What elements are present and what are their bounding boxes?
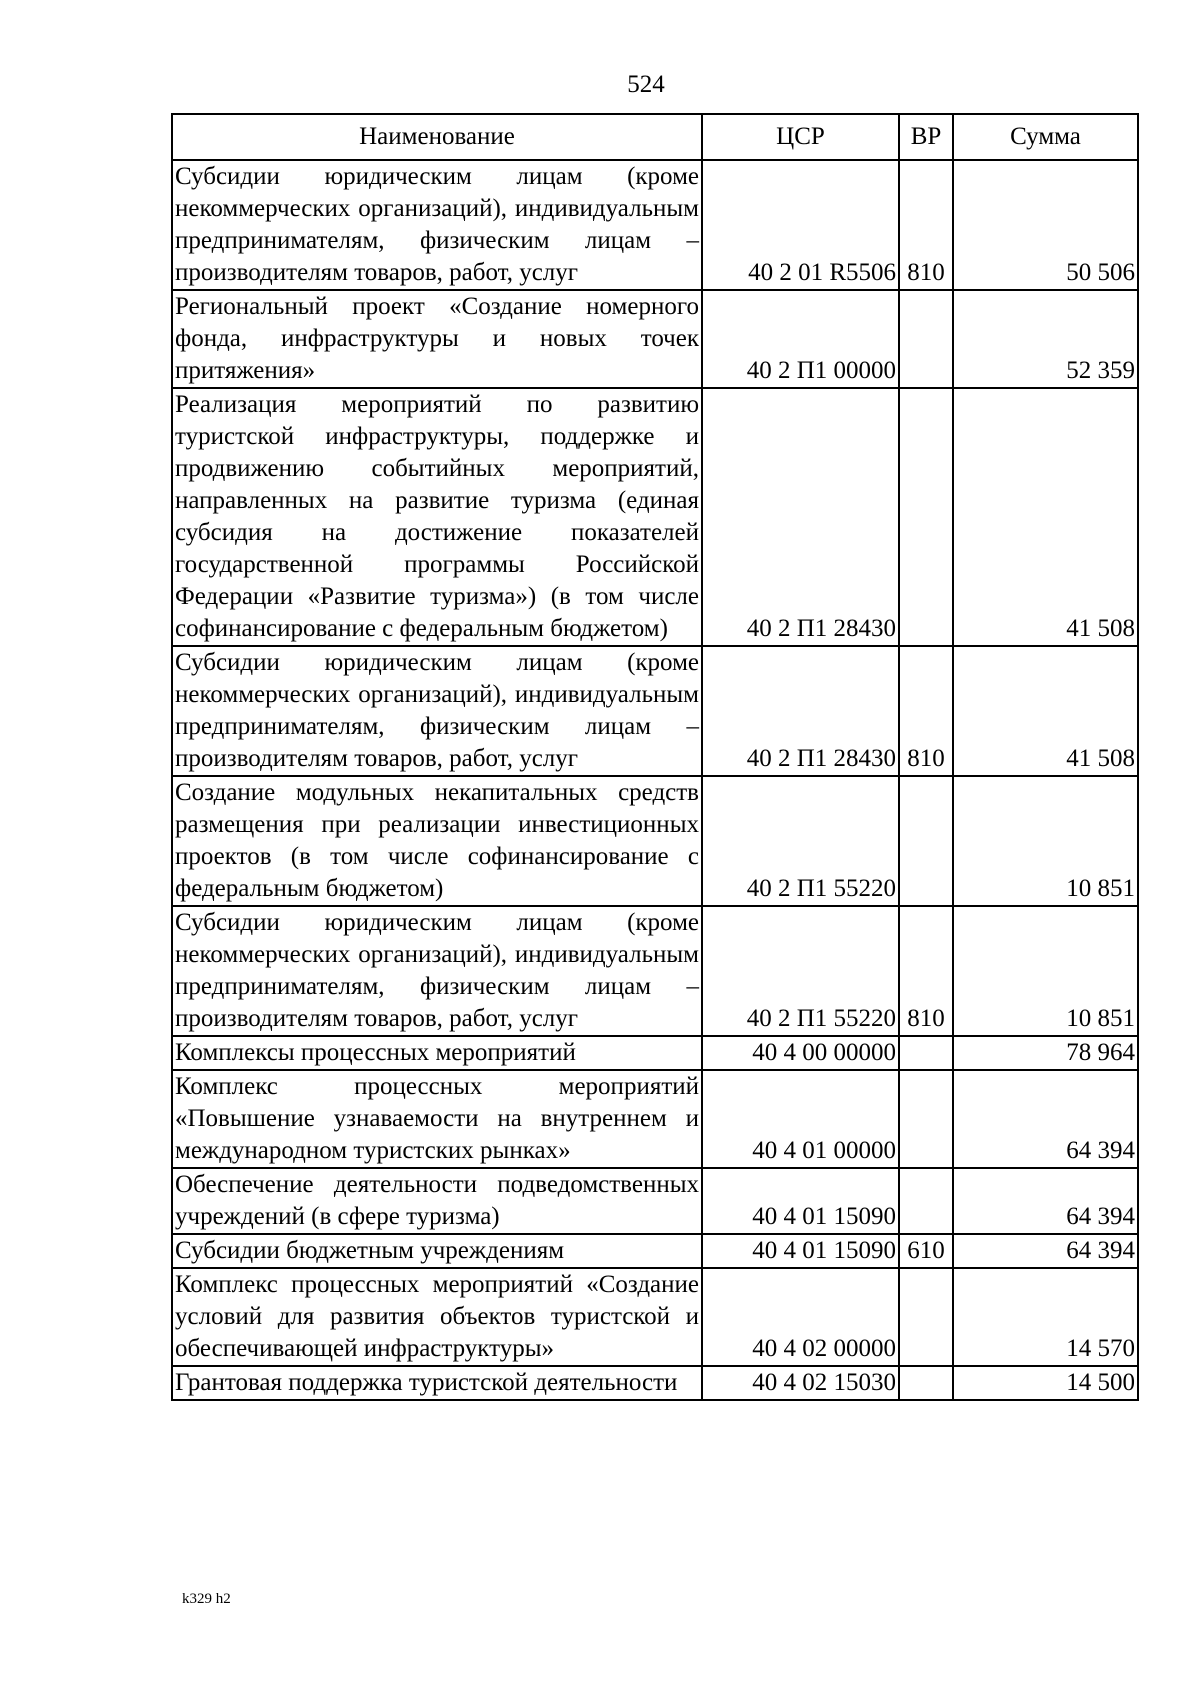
row-vr: 810	[899, 906, 953, 1036]
row-sum: 64 394	[953, 1234, 1138, 1268]
table-row	[172, 160, 1138, 290]
table-header-row	[172, 114, 1138, 160]
row-name: Субсидии юридическим лицам (кроме некоммерческих организаций), индивидуальным предпринимателям, физическим лицам – производителям товаров, работ, услуг	[172, 160, 702, 290]
row-sum: 14 500	[953, 1366, 1138, 1400]
row-name: Региональный проект «Создание номерного фонда, инфраструктуры и новых точек притяжения»	[172, 290, 702, 388]
row-name: Обеспечение деятельности подведомственных учреждений (в сфере туризма)	[172, 1168, 702, 1234]
row-name: Грантовая поддержка туристской деятельности	[172, 1366, 702, 1400]
row-csr: 40 2 01 R5506	[702, 160, 899, 290]
row-name: Реализация мероприятий по развитию туристской инфраструктуры, поддержке и продвижению событийных мероприятий, направленных на развитие туризма (единая субсидия на достижение показателей государственной программы Российской Федерации «Развитие туризма») (в том числе софинансирование с федеральным бюджетом)	[172, 388, 702, 646]
row-csr: 40 2 П1 55220	[702, 776, 899, 906]
row-sum: 64 394	[953, 1070, 1138, 1168]
row-csr: 40 2 П1 28430	[702, 646, 899, 776]
header-name: Наименование	[172, 114, 702, 160]
table-row	[172, 1168, 1138, 1234]
row-csr: 40 4 01 00000	[702, 1070, 899, 1168]
page-number: 524	[627, 71, 665, 98]
table-row	[172, 1366, 1138, 1400]
row-csr: 40 2 П1 55220	[702, 906, 899, 1036]
header-vr: ВР	[899, 114, 953, 160]
table-row	[172, 290, 1138, 388]
table-row	[172, 1268, 1138, 1366]
row-sum: 64 394	[953, 1168, 1138, 1234]
row-vr	[899, 1168, 953, 1234]
row-sum: 41 508	[953, 646, 1138, 776]
row-sum: 14 570	[953, 1268, 1138, 1366]
row-sum: 50 506	[953, 160, 1138, 290]
row-vr	[899, 1268, 953, 1366]
row-name: Субсидии юридическим лицам (кроме некоммерческих организаций), индивидуальным предпринимателям, физическим лицам – производителям товаров, работ, услуг	[172, 906, 702, 1036]
row-sum: 10 851	[953, 776, 1138, 906]
header-csr: ЦСР	[702, 114, 899, 160]
row-vr	[899, 290, 953, 388]
row-vr	[899, 1070, 953, 1168]
row-name: Комплекс процессных мероприятий «Повышение узнаваемости на внутреннем и международном туристских рынках»	[172, 1070, 702, 1168]
table-row	[172, 646, 1138, 776]
row-name: Субсидии бюджетным учреждениям	[172, 1234, 702, 1268]
row-name: Комплексы процессных мероприятий	[172, 1036, 702, 1070]
table-row	[172, 388, 1138, 646]
header-sum: Сумма	[953, 114, 1138, 160]
row-csr: 40 4 00 00000	[702, 1036, 899, 1070]
row-sum: 52 359	[953, 290, 1138, 388]
row-vr: 810	[899, 160, 953, 290]
row-name: Комплекс процессных мероприятий «Создание условий для развития объектов туристской и обеспечивающей инфраструктуры»	[172, 1268, 702, 1366]
table-row	[172, 1234, 1138, 1268]
row-csr: 40 2 П1 00000	[702, 290, 899, 388]
row-vr	[899, 388, 953, 646]
table-row	[172, 776, 1138, 906]
footer-code: k329 h2	[182, 1591, 231, 1607]
row-vr: 610	[899, 1234, 953, 1268]
row-name: Субсидии юридическим лицам (кроме некоммерческих организаций), индивидуальным предпринимателям, физическим лицам – производителям товаров, работ, услуг	[172, 646, 702, 776]
row-sum: 10 851	[953, 906, 1138, 1036]
table-row	[172, 1070, 1138, 1168]
table-row	[172, 1036, 1138, 1070]
row-csr: 40 2 П1 28430	[702, 388, 899, 646]
row-csr: 40 4 02 15030	[702, 1366, 899, 1400]
row-vr	[899, 1366, 953, 1400]
row-csr: 40 4 01 15090	[702, 1168, 899, 1234]
row-csr: 40 4 01 15090	[702, 1234, 899, 1268]
budget-table	[171, 113, 1139, 1401]
row-name: Создание модульных некапитальных средств размещения при реализации инвестиционных проектов (в том числе софинансирование с федеральным бюджетом)	[172, 776, 702, 906]
row-vr: 810	[899, 646, 953, 776]
row-sum: 78 964	[953, 1036, 1138, 1070]
row-sum: 41 508	[953, 388, 1138, 646]
row-csr: 40 4 02 00000	[702, 1268, 899, 1366]
table-row	[172, 906, 1138, 1036]
row-vr	[899, 776, 953, 906]
row-vr	[899, 1036, 953, 1070]
